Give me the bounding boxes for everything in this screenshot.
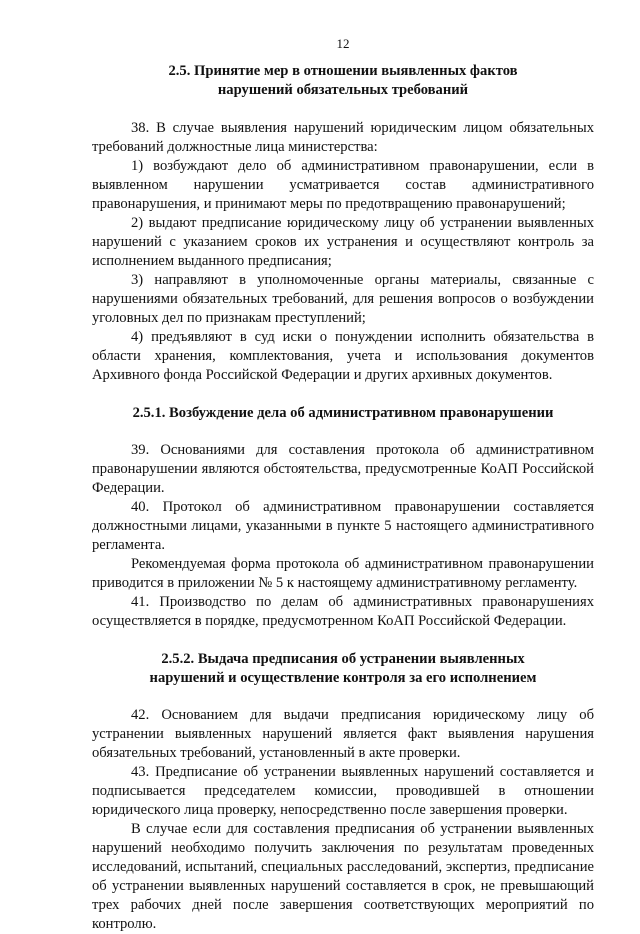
section-2-5-2-heading-line2: нарушений и осуществление контроля за его исполнением <box>149 670 537 686</box>
paragraph-38-item-3: 3) направляют в уполномоченные органы материалы, связанные с нарушениями обязательных требований, для решения вопросов о возбуждении уголовных дел по признакам преступлений; <box>92 272 594 326</box>
section-2-5-heading-line1: 2.5. Принятие мер в отношении выявленных фактов <box>168 63 518 79</box>
paragraph-38: 38. В случае выявления нарушений юридическим лицом обязательных требований должностные лица министерства: <box>92 120 594 155</box>
paragraph-38-item-4: 4) предъявляют в суд иски о понуждении исполнить обязательства в области хранения, комплектования, учета и использования документов Архивного фонда Российской Федерации и других архивных документов. <box>92 329 594 383</box>
paragraph-41: 41. Производство по делам об административных правонарушениях осуществляется в порядке, предусмотренном КоАП Российской Федерации. <box>92 594 594 629</box>
section-2-5-heading <box>92 62 594 100</box>
paragraph-40: 40. Протокол об административном правонарушении составляется должностными лицами, указанными в пункте 5 настоящего административного регламента. <box>92 499 594 553</box>
page-number: 12 <box>336 36 350 51</box>
section-2-5-2-heading <box>92 650 594 688</box>
paragraph-42: 42. Основанием для выдачи предписания юридическому лицу об устранении выявленных нарушений является факт выявления нарушения обязательных требований, установленный в акте проверки. <box>92 707 594 761</box>
section-2-5-1-heading: 2.5.1. Возбуждение дела об административном правонарушении <box>132 405 554 421</box>
section-2-5-heading-line2: нарушений обязательных требований <box>217 82 469 98</box>
paragraph-43-deadline: В случае если для составления предписания об устранении выявленных нарушений необходимо получить заключения по результатам проведенных исследований, испытаний, специальных расследований, экспертиз, предписание об устранении выявленных нарушений составляется в срок, не превышающий трех рабочих дней после завершения соответствующих мероприятий по контролю. <box>92 821 594 932</box>
paragraph-40-form: Рекомендуемая форма протокола об административном правонарушении приводится в приложении № 5 к настоящему административному регламенту. <box>92 556 594 591</box>
paragraph-38-item-1: 1) возбуждают дело об административном правонарушении, если в выявленном нарушении усматривается состав административного правонарушения, и принимают меры по предотвращению правонарушений; <box>92 158 594 212</box>
paragraph-43: 43. Предписание об устранении выявленных нарушений составляется и подписывается председателем комиссии, проводившей в отношении юридического лица проверку, непосредственно после завершения проверки. <box>92 764 594 818</box>
paragraph-39: 39. Основаниями для составления протокола об административном правонарушении являются обстоятельства, предусмотренные КоАП Российской Федерации. <box>92 442 594 496</box>
section-2-5-2-heading-line1: 2.5.2. Выдача предписания об устранении выявленных <box>161 651 525 667</box>
paragraph-38-item-2: 2) выдают предписание юридическому лицу об устранении выявленных нарушений с указанием сроков их устранения и осуществляют контроль за исполнением выданного предписания; <box>92 215 594 269</box>
